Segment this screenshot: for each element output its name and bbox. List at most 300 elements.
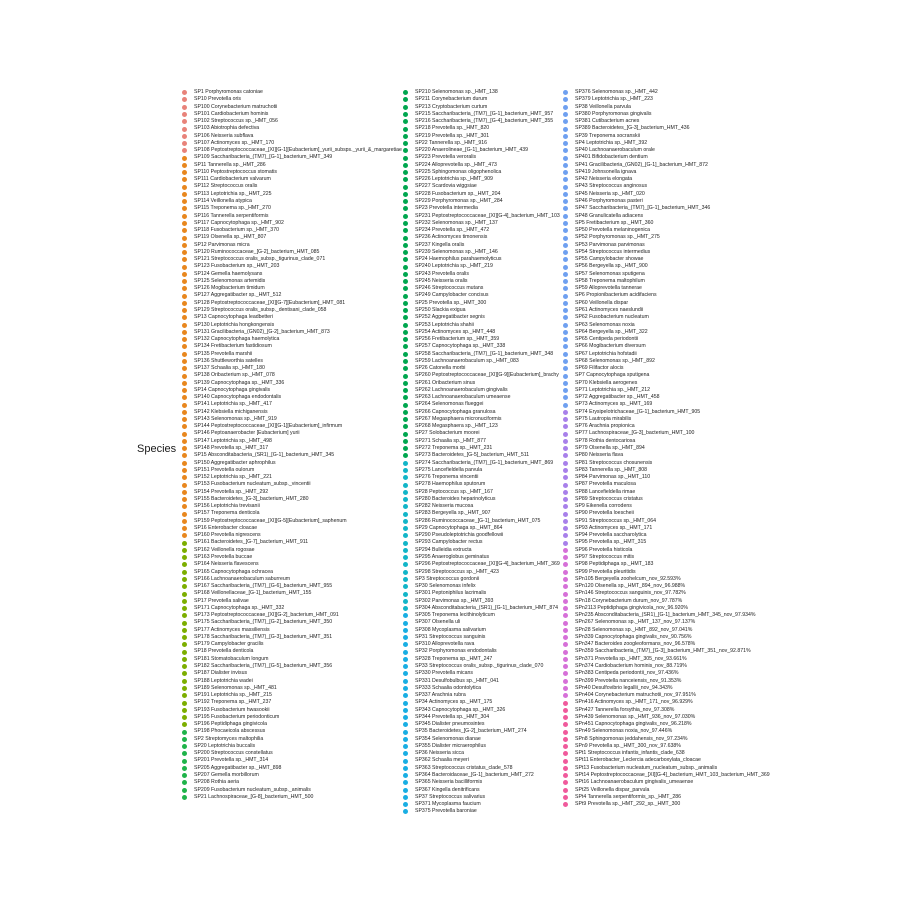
legend-key-dot <box>182 156 187 161</box>
legend-key-dot <box>403 163 408 168</box>
legend-label: SP120 Ruminococcaceae_[G-2]_bacterium_HMT_085 <box>194 248 320 255</box>
legend-key-dot <box>563 119 568 124</box>
legend-label: SP76 Arachnia propionica <box>575 423 635 430</box>
legend-key-dot <box>563 206 568 211</box>
legend-label: SP88 Lancefieldella rimae <box>575 488 636 495</box>
legend-label: SPn347 Bacteroides zoogleoformans_nov_96.578% <box>575 641 696 648</box>
legend-label: SP178 Saccharibacteria_(TM7)_[G-3]_bacterium_HMT_351 <box>194 633 333 640</box>
legend-key-dot <box>182 272 187 277</box>
legend-key-dot <box>182 352 187 357</box>
legend-label: SP389 Bacteroidetes_[G-3]_bacterium_HMT_436 <box>575 125 690 132</box>
legend-key-dot <box>182 722 187 727</box>
legend-key-dot <box>182 788 187 793</box>
legend-label: SP376 Selenomonas sp._HMT_442 <box>575 89 658 95</box>
legend-key-dot <box>403 388 408 393</box>
legend-key-dot <box>563 337 568 342</box>
legend-key-dot <box>403 635 408 640</box>
legend-key-dot <box>563 148 568 153</box>
legend-label: SP101 Cardiobacterium hominis <box>194 110 269 117</box>
legend-key-dot <box>563 294 568 299</box>
legend-key-dot <box>182 773 187 778</box>
legend-key-dot <box>563 584 568 589</box>
legend-key-dot <box>563 374 568 379</box>
legend-key-dot <box>182 105 187 110</box>
legend-key-dot <box>182 185 187 190</box>
legend-label: SP164 Neisseria flavescens <box>194 561 259 568</box>
legend-label: SP365 Neisseria bacilliformis <box>415 779 483 786</box>
legend-label: SP94 Prevotella saccharolytica <box>575 532 647 539</box>
legend-label: SP137 Schaalia sp._HMT_180 <box>194 365 265 372</box>
legend-key-dot <box>182 177 187 182</box>
legend-label: SP134 Fretibacterium fastidiosum <box>194 343 272 350</box>
legend-label: SP205 Aggregatibacter sp._HMT_898 <box>194 764 282 771</box>
legend-key-dot <box>403 286 408 291</box>
legend-label: SP23 Prevotella intermedia <box>415 205 478 212</box>
legend-key-dot <box>403 693 408 698</box>
legend-key-dot <box>563 366 568 371</box>
legend-label: SP144 Peptostreptococcaceae_[XI][G-1][Eubacterium]_infirmum <box>194 423 343 430</box>
legend-label: SP4 Leptotrichia sp._HMT_392 <box>575 139 648 146</box>
legend-key-dot <box>182 453 187 458</box>
legend-key-dot <box>403 410 408 415</box>
legend-key-dot <box>563 592 568 597</box>
legend-key-dot <box>182 446 187 451</box>
legend-label: SP69 Filifactor alocis <box>575 365 624 372</box>
legend-key-dot <box>563 163 568 168</box>
legend-key-dot <box>563 650 568 655</box>
legend-label: SP61 Actinomyces naeslundii <box>575 306 644 313</box>
legend-label: SP343 Capnocytophaga sp._HMT_326 <box>415 706 506 713</box>
legend-key-dot <box>563 446 568 451</box>
legend-key-dot <box>403 141 408 146</box>
legend-key-dot <box>182 432 187 437</box>
legend-key-dot <box>563 243 568 248</box>
legend-label: SP271 Schaalia sp._HMT_877 <box>415 437 486 444</box>
legend-key-dot <box>403 715 408 720</box>
legend-key-dot <box>182 381 187 386</box>
legend-key-dot <box>182 759 187 764</box>
legend-key-dot <box>182 119 187 124</box>
legend-label: SP215 Saccharibacteria_(TM7)_[G-1]_bacterium_HMT_957 <box>415 110 554 117</box>
legend-key-dot <box>182 577 187 582</box>
legend-key-dot <box>182 606 187 611</box>
legend-key-dot <box>403 228 408 233</box>
legend-label: SP228 Fusobacterium sp._HMT_204 <box>415 190 501 197</box>
legend-label: SPn339 Capnocytophaga gingivalis_nov_90.756% <box>575 633 692 640</box>
legend-label: SP60 Veillonella dispar <box>575 299 629 306</box>
legend-label: SP162 Veillonella rogosae <box>194 546 255 553</box>
legend-key-dot <box>563 780 568 785</box>
legend-key-dot <box>182 214 187 219</box>
legend-label: SP301 Peptoniphilus lacrimalis <box>415 590 487 597</box>
legend-label: SP109 Saccharibacteria_(TM7)_[G-1]_bacterium_HMT_349 <box>194 154 333 161</box>
legend-key-dot <box>403 809 408 814</box>
legend-key-dot <box>563 257 568 262</box>
legend-label: SP15 Absconditabacteria_(SR1)_[G-1]_bacterium_HMT_345 <box>194 452 335 459</box>
legend-key-dot <box>403 664 408 669</box>
legend-key-dot <box>182 127 187 132</box>
legend-label: SP354 Selenomonas dianae <box>415 735 481 742</box>
legend-key-dot <box>563 127 568 132</box>
legend-label: SP41 Gracilibacteria_(GN02)_[G-1]_bacterium_HMT_872 <box>575 161 708 168</box>
legend-label: SP59 Alloprevotella tannerae <box>575 285 642 292</box>
legend-key-dot <box>403 236 408 241</box>
legend-key-dot <box>403 301 408 306</box>
legend-label: SP231 Peptostreptococcaceae_[XI][G-4]_bacterium_HMT_103 <box>415 212 560 219</box>
legend-key-dot <box>563 330 568 335</box>
legend-key-dot <box>182 490 187 495</box>
legend-key-dot <box>403 395 408 400</box>
legend-label: SP63 Selenomonas noxia <box>575 321 635 328</box>
legend-key-dot <box>563 185 568 190</box>
legend-label: SP296 Peptostreptococcaceae_[XI][G-4]_bacterium_HMT_369 <box>415 561 560 568</box>
legend-key-dot <box>403 555 408 560</box>
legend-label: SP236 Actinomyces timonensis <box>415 234 488 241</box>
legend-label: SP80 Neisseria flava <box>575 452 624 459</box>
legend-key-dot <box>403 628 408 633</box>
legend-label: SP175 Saccharibacteria_(TM7)_[G-2]_bacterium_HMT_350 <box>194 619 333 626</box>
legend-label: SP40 Lachnoanaerobaculum orale <box>575 147 655 154</box>
legend-key-dot <box>403 795 408 800</box>
legend-key-dot <box>403 315 408 320</box>
legend-key-dot <box>403 185 408 190</box>
legend-label: SP39 Treponema socranskii <box>575 132 640 139</box>
legend-label: SP151 Prevotella oulorum <box>194 466 255 473</box>
legend-label: SP207 Gemella morbillorum <box>194 771 259 778</box>
legend-key-dot <box>563 417 568 422</box>
legend-label: SP141 Leptotrichia sp._HMT_417 <box>194 401 272 408</box>
legend-key-dot <box>403 802 408 807</box>
legend-label: SP152 Leptotrichia sp._HMT_221 <box>194 474 272 481</box>
legend-key-dot <box>403 221 408 226</box>
legend-key-dot <box>182 417 187 422</box>
legend-label: SP201 Prevotella sp._HMT_314 <box>194 757 269 764</box>
legend-label: SP380 Porphyromonas gingivalis <box>575 110 652 117</box>
legend-key-dot <box>403 192 408 197</box>
legend-label: SP18 Prevotella denticola <box>194 648 254 655</box>
legend-label: SP56 Bergeyella sp._HMT_900 <box>575 263 648 270</box>
legend-key-dot <box>563 526 568 531</box>
legend-key-dot <box>403 177 408 182</box>
legend-label: SP139 Capnocytophaga sp._HMT_336 <box>194 379 285 386</box>
legend-key-dot <box>403 562 408 567</box>
legend-key-dot <box>403 780 408 785</box>
legend-label: SP295 Anaeroglobus geminatus <box>415 554 490 560</box>
legend-label: SP71 Leptotrichia sp._HMT_212 <box>575 386 650 393</box>
legend-key-dot <box>563 192 568 197</box>
legend-label: SP362 Schaalia meyeri <box>415 757 469 764</box>
legend-label: SP154 Prevotella sp._HMT_292 <box>194 488 269 495</box>
legend-label: SP97 Streptococcus mitis <box>575 554 635 560</box>
legend-label: SP64 Bergeyella sp._HMT_322 <box>575 328 648 335</box>
legend-key-dot <box>403 90 408 95</box>
legend-key-dot <box>403 250 408 255</box>
legend-label: SP274 Saccharibacteria_(TM7)_[G-1]_bacterium_HMT_869 <box>415 459 554 466</box>
legend-key-dot <box>563 541 568 546</box>
legend-label: SP310 Alloprevotella rava <box>415 641 475 648</box>
legend-key-dot <box>182 555 187 560</box>
legend-label: SP62 Fusobacterium nucleatum <box>575 314 649 321</box>
legend-label: SP355 Dialister micraerophilus <box>415 742 486 749</box>
legend-label: SP70 Klebsiella aerogenes <box>575 379 638 386</box>
legend-key-dot <box>563 766 568 771</box>
legend-key-dot <box>563 788 568 793</box>
legend-label: SP333 Schaalia odontolytica <box>415 684 482 691</box>
legend-key-dot <box>563 381 568 386</box>
legend-label: SPn371 Prevotella sp._HMT_305_nov_93.661% <box>575 655 687 662</box>
legend-label: SP90 Prevotella loescheii <box>575 510 634 517</box>
legend-key-dot <box>403 417 408 422</box>
legend-key-dot <box>182 519 187 524</box>
legend-key-dot <box>403 744 408 749</box>
legend-key-dot <box>563 475 568 480</box>
legend-label: SP246 Streptococcus mutans <box>415 285 484 292</box>
legend-label: SP211 Corynebacterium durum <box>415 96 488 103</box>
legend-label: SP27 Solobacterium moorei <box>415 430 480 437</box>
legend-key-dot <box>403 584 408 589</box>
legend-label: SP37 Streptococcus salivarius <box>415 793 486 800</box>
legend-key-dot <box>182 265 187 270</box>
legend-label: SP28 Peptococcus sp._HMT_167 <box>415 488 493 495</box>
legend-label: SP308 Mycoplasma salivarium <box>415 626 486 633</box>
legend-label: SP29 Capnocytophaga sp._HMT_864 <box>415 524 503 531</box>
legend-key-dot <box>563 468 568 473</box>
legend-label: SP379 Leptotrichia sp._HMT_223 <box>575 96 653 103</box>
legend-key-dot <box>403 671 408 676</box>
legend-key-dot <box>182 112 187 117</box>
legend-key-dot <box>403 453 408 458</box>
legend-key-dot <box>182 584 187 589</box>
legend-label: SP47 Saccharibacteria_(TM7)_[G-1]_bacterium_HMT_346 <box>575 205 711 212</box>
legend-label: SP148 Prevotella sp._HMT_317 <box>194 445 269 452</box>
legend-label: SP200 Streptococcus constellatus <box>194 750 273 757</box>
legend-label: SP167 Saccharibacteria_(TM7)_[G-6]_bacterium_HMT_955 <box>194 583 333 590</box>
legend-label: SP330 Prevotella micans <box>415 670 473 677</box>
legend-label: SPn9 Prevotella sp._HMT_300_nov_97.638% <box>575 742 681 749</box>
legend-label: SP107 Actinomyces sp._HMT_170 <box>194 139 275 146</box>
legend-label: SPn383 Centipeda periodontii_nov_97.436% <box>575 670 679 677</box>
legend-label: SP363 Streptococcus cristatus_clade_578 <box>415 764 513 771</box>
legend-key-dot <box>563 112 568 117</box>
legend-key-dot <box>563 664 568 669</box>
legend-key-dot <box>182 613 187 618</box>
legend-key-dot <box>403 214 408 219</box>
legend-label: SP254 Actinomyces sp._HMT_448 <box>415 328 496 335</box>
legend-label: SP264 Selenomonas flueggei <box>415 401 484 408</box>
legend-key-dot <box>403 708 408 713</box>
legend-key-dot <box>403 243 408 248</box>
legend-label: SP161 Bacteroidetes_[G-7]_bacterium_HMT_911 <box>194 539 309 546</box>
legend-label: SP2 Streptomyces maltophilia <box>194 735 264 742</box>
legend-label: SP127 Aggregatibacter sp._HMT_512 <box>194 292 282 299</box>
legend-key-dot <box>563 613 568 618</box>
legend-key-dot <box>182 192 187 197</box>
legend-label: SP250 Slackia exigua <box>415 306 466 313</box>
legend-label: SP267 Megasphaera micronuciformis <box>415 415 502 422</box>
legend-key-dot <box>563 301 568 306</box>
legend-key-dot <box>182 97 187 102</box>
legend-label: SP419 Johnsonella ignava <box>575 168 637 175</box>
legend-label: SP193 Fusobacterium hwasookii <box>194 706 270 713</box>
legend-label: SP219 Prevotella sp._HMT_301 <box>415 132 490 139</box>
legend-key-dot <box>563 90 568 95</box>
legend-label: SP364 Bacteroidaceae_[G-1]_bacterium_HMT_272 <box>415 771 534 778</box>
legend-key-dot <box>403 701 408 706</box>
legend-key-dot <box>403 751 408 756</box>
legend-label: SP74 Erysipelotrichaceae_[G-1]_bacterium_HMT_905 <box>575 408 701 415</box>
legend-label: SP225 Sphingomonas oligophenolica <box>415 168 502 175</box>
legend-label: SP220 Anaerolineae_[G-1]_bacterium_HMT_439 <box>415 147 529 154</box>
legend-key-dot <box>182 344 187 349</box>
legend-label: SP43 Streptococcus anginosus <box>575 183 648 190</box>
legend-label: SP65 Centipeda periodontii <box>575 336 639 343</box>
legend-key-dot <box>182 548 187 553</box>
legend-key-dot <box>182 236 187 241</box>
legend-label: SP36 Neisseria sicca <box>415 750 465 757</box>
legend-key-dot <box>403 526 408 531</box>
legend-key-dot <box>182 693 187 698</box>
legend-key-dot <box>563 497 568 502</box>
legend-key-dot <box>182 439 187 444</box>
legend-key-dot <box>182 243 187 248</box>
legend-key-dot <box>182 751 187 756</box>
legend-key-dot <box>403 461 408 466</box>
legend-key-dot <box>563 795 568 800</box>
legend-key-dot <box>182 206 187 211</box>
legend-key-dot <box>403 541 408 546</box>
legend-key-dot <box>403 439 408 444</box>
legend-label: SP286 Ruminococcaceae_[G-1]_bacterium_HMT_075 <box>415 517 541 524</box>
legend-label: SPn235 Absconditabacteria_(SR1)_[G-1]_bacterium_HMT_345_nov_97.934% <box>575 612 756 619</box>
legend-label: SP253 Leptotrichia shahii <box>415 321 474 328</box>
legend-key-dot <box>563 279 568 284</box>
legend-key-dot <box>182 541 187 546</box>
legend-label: SP48 Granulicatella adiacens <box>575 212 644 219</box>
legend-label: SP118 Fusobacterium sp._HMT_370 <box>194 227 279 234</box>
legend-key-dot <box>563 344 568 349</box>
legend-label: SP5 Fretibacterium sp._HMT_360 <box>575 219 654 226</box>
legend-key-dot <box>563 490 568 495</box>
legend-key-dot <box>403 497 408 502</box>
legend-key-dot <box>182 483 187 488</box>
legend-key-dot <box>403 490 408 495</box>
legend-label: SPn8 Sphingomonas jeddahensis_nov_97.234% <box>575 735 688 742</box>
legend-label: SP198 Phocaeicola abscessus <box>194 728 266 735</box>
legend-label: SP237 Kingella oralis <box>415 241 465 248</box>
legend-label: SP9 Eikenella corrodens <box>575 503 632 510</box>
legend-label: SP1 Porphyromonas catoniae <box>194 89 263 95</box>
legend-key-dot <box>563 214 568 219</box>
legend-label: SP93 Actinomyces sp._HMT_171 <box>575 524 653 531</box>
legend-key-dot <box>403 330 408 335</box>
legend-key-dot <box>563 395 568 400</box>
legend-label: SP14 Capnocytophaga gingivalis <box>194 386 271 393</box>
legend-key-dot <box>563 323 568 328</box>
legend-label: SPt4 Tannerella serpentiformis_sp._HMT_286 <box>575 793 682 800</box>
legend-key-dot <box>403 759 408 764</box>
legend-key-dot <box>403 344 408 349</box>
legend-key-dot <box>563 512 568 517</box>
legend-label: SP261 Oribacterium sinus <box>415 379 476 386</box>
legend-label: SP16 Enterobacter cloacae <box>194 524 258 531</box>
legend-label: SP106 Neisseria subflava <box>194 132 254 139</box>
legend-label: SP163 Prevotella buccae <box>194 554 253 560</box>
legend-key-dot <box>403 650 408 655</box>
legend-label: SP177 Actinomyces massiliensis <box>194 626 270 633</box>
legend-label: SP371 Mycoplasma faucium <box>415 801 481 808</box>
legend-key-dot <box>182 374 187 379</box>
legend-label: SP337 Arachnia rubra <box>415 692 466 699</box>
legend-label: SP282 Neisseria mucosa <box>415 503 474 510</box>
legend-key-dot <box>403 613 408 618</box>
legend-key-dot <box>563 715 568 720</box>
legend-label: SP209 Fusobacterium nucleatum_subsp._animalis <box>194 786 311 793</box>
legend-key-dot <box>403 119 408 124</box>
legend-label: SP54 Streptococcus intermedius <box>575 248 651 255</box>
legend-key-dot <box>563 671 568 676</box>
legend-label: SP125 Selenomonas artemidis <box>194 277 266 284</box>
legend-label: SP294 Bulleidia extructa <box>415 546 472 553</box>
legend-key-dot <box>182 512 187 517</box>
legend-label: SP240 Leptotrichia sp._HMT_219 <box>415 263 493 270</box>
legend-key-dot <box>182 497 187 502</box>
legend-key-dot <box>563 504 568 509</box>
legend-label: SP150 Aggregatibacter aphrophilus <box>194 459 276 466</box>
legend-key-dot <box>403 403 408 408</box>
legend-key-dot <box>182 570 187 575</box>
legend-label: SP140 Capnocytophaga endodontalis <box>194 394 282 401</box>
legend-key-dot <box>563 657 568 662</box>
legend-label: SP25 Prevotella sp._HMT_300 <box>415 299 487 306</box>
legend-label: SP232 Selenomonas sp._HMT_137 <box>415 219 498 226</box>
legend-label: SP110 Peptostreptococcus stomatis <box>194 168 277 175</box>
legend-label: SP123 Fusobacterium sp._HMT_203 <box>194 263 280 270</box>
legend-label: SP210 Selenomonas sp._HMT_138 <box>415 89 498 95</box>
legend-label: SP273 Bacteroidetes_[G-5]_bacterium_HMT_511 <box>415 452 530 459</box>
legend-label: SP155 Bacteroidetes_[G-3]_bacterium_HMT_280 <box>194 495 309 502</box>
legend-label: SPn267 Selenomonas sp._HMT_137_nov_97.137% <box>575 619 696 626</box>
legend-key-dot <box>182 228 187 233</box>
legend-label: SP208 Rothia aeria <box>194 779 239 786</box>
legend-label: SP192 Treponema sp._HMT_237 <box>194 699 272 706</box>
legend-label: SP13 Capnocytophaga leadbetteri <box>194 314 274 321</box>
legend-key-dot <box>182 221 187 226</box>
legend-label: SP83 Tannerella sp._HMT_808 <box>575 466 647 473</box>
legend-label: SP55 Campylobacter showae <box>575 256 644 263</box>
legend-label: SP124 Gemella haemolysans <box>194 270 263 277</box>
legend-label: SP129 Streptococcus oralis_subsp._dentisani_clade_058 <box>194 306 327 313</box>
legend-key-dot <box>182 461 187 466</box>
legend-key-dot <box>182 301 187 306</box>
legend-label: SP3 Streptococcus gordonii <box>415 575 480 582</box>
legend-key-dot <box>403 272 408 277</box>
legend-label: SP278 Haemophilus sputorum <box>415 481 486 488</box>
legend-label: SP283 Bergeyella sp._HMT_907 <box>415 510 491 517</box>
legend-key-dot <box>403 679 408 684</box>
legend-key-dot <box>403 374 408 379</box>
legend-label: SP249 Campylobacter concisus <box>415 292 489 299</box>
legend-label: SP147 Leptotrichia sp._HMT_498 <box>194 437 272 444</box>
legend-label: SPt1 Streptococcus infantis_infantis_clade_638 <box>575 750 685 757</box>
legend-label: SP58 Treponema maltophilum <box>575 277 645 284</box>
legend-label: SP157 Treponema denticola <box>194 510 260 517</box>
legend-label: SP331 Desulfobulbus sp._HMT_041 <box>415 677 499 684</box>
legend-key-dot <box>182 533 187 538</box>
legend-label: SP84 Parvimonas sp._HMT_110 <box>575 474 651 481</box>
legend-label: SP293 Campylobacter rectus <box>415 539 483 546</box>
legend-key-dot <box>403 170 408 175</box>
legend-key-dot <box>182 715 187 720</box>
